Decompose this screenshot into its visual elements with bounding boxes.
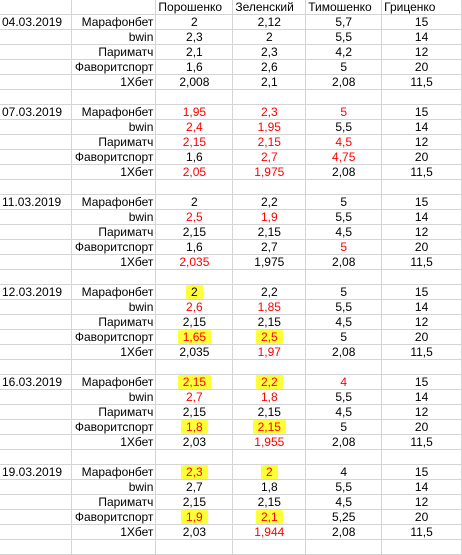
odds-cell[interactable]: 4	[306, 375, 382, 390]
bookmaker-cell[interactable]: Париматч	[72, 495, 156, 510]
table-row	[0, 120, 462, 135]
odds-cell[interactable]: 2,035	[156, 255, 233, 270]
empty-cell[interactable]	[382, 180, 462, 195]
bookmaker-cell[interactable]: Фаворитспорт	[72, 150, 156, 165]
table-row	[0, 435, 462, 450]
table-row	[0, 420, 462, 435]
bookmaker-cell[interactable]: bwin	[72, 390, 156, 405]
bookmaker-cell[interactable]: Марафонбет	[72, 195, 156, 210]
empty-cell[interactable]	[156, 360, 233, 375]
empty-cell[interactable]	[306, 270, 382, 285]
date-cell[interactable]	[0, 150, 72, 165]
odds-cell[interactable]: 2,1	[156, 45, 233, 60]
odds-cell[interactable]: 2	[156, 15, 233, 30]
odds-cell[interactable]	[156, 420, 233, 435]
odds-cell[interactable]: 1,6	[156, 60, 233, 75]
odds-cell[interactable]: 1,975	[233, 255, 306, 270]
odds-cell[interactable]: 4,5	[306, 495, 382, 510]
table-row	[0, 30, 462, 45]
odds-cell[interactable]: 15	[382, 375, 462, 390]
spacer-row	[0, 360, 462, 375]
odds-cell[interactable]: 4,5	[306, 405, 382, 420]
empty-cell[interactable]	[72, 180, 156, 195]
odds-cell[interactable]: 5	[306, 330, 382, 345]
empty-cell[interactable]	[0, 450, 72, 465]
odds-cell[interactable]: 1,95	[233, 120, 306, 135]
highlight-mark: 2,15	[255, 420, 284, 434]
bookmaker-cell[interactable]: Париматч	[72, 405, 156, 420]
odds-cell[interactable]: 2,15	[233, 405, 306, 420]
odds-cell[interactable]	[156, 285, 233, 300]
table-row	[0, 345, 462, 360]
highlight-mark: 2,15	[180, 375, 209, 389]
date-cell[interactable]	[0, 225, 72, 240]
table-row	[0, 390, 462, 405]
date-cell[interactable]	[0, 75, 72, 90]
empty-cell[interactable]	[72, 540, 156, 555]
empty-cell[interactable]	[233, 180, 306, 195]
odds-cell[interactable]: 5	[306, 195, 382, 210]
table-row	[0, 300, 462, 315]
odds-cell[interactable]: 20	[382, 60, 462, 75]
odds-cell[interactable]: 5	[306, 420, 382, 435]
header-cell-hrytsenko[interactable]: Гриценко	[382, 0, 462, 15]
table-row	[0, 375, 462, 390]
odds-cell[interactable]: 15	[382, 105, 462, 120]
odds-cell[interactable]: 4,5	[306, 315, 382, 330]
highlight-mark: 1,9	[183, 510, 206, 524]
table-row	[0, 525, 462, 540]
empty-cell[interactable]	[156, 180, 233, 195]
table-row	[0, 150, 462, 165]
odds-cell[interactable]: 4,2	[306, 45, 382, 60]
odds-cell[interactable]: 14	[382, 480, 462, 495]
header-cell-tymoshenko[interactable]: Тимошенко	[306, 0, 382, 15]
date-cell[interactable]	[0, 300, 72, 315]
odds-cell[interactable]: 20	[382, 330, 462, 345]
odds-cell[interactable]: 2,15	[156, 135, 233, 150]
odds-cell[interactable]	[233, 375, 306, 390]
odds-cell[interactable]	[156, 330, 233, 345]
table-row	[0, 15, 462, 30]
empty-cell[interactable]	[382, 450, 462, 465]
odds-cell[interactable]: 14	[382, 120, 462, 135]
odds-cell[interactable]: 2,6	[156, 300, 233, 315]
empty-cell[interactable]	[306, 540, 382, 555]
odds-cell[interactable]: 15	[382, 285, 462, 300]
odds-cell[interactable]: 2,08	[306, 255, 382, 270]
odds-cell[interactable]: 2,5	[156, 210, 233, 225]
odds-cell[interactable]: 1,944	[233, 525, 306, 540]
empty-cell[interactable]	[72, 360, 156, 375]
odds-cell[interactable]: 2,6	[233, 60, 306, 75]
odds-cell[interactable]: 2,08	[306, 435, 382, 450]
odds-cell[interactable]: 1,85	[233, 300, 306, 315]
odds-cell[interactable]	[156, 375, 233, 390]
odds-cell[interactable]	[233, 510, 306, 525]
bookmaker-cell[interactable]: 1Хбет	[72, 165, 156, 180]
table-row	[0, 165, 462, 180]
odds-cell[interactable]: 2,1	[233, 75, 306, 90]
empty-cell[interactable]	[382, 360, 462, 375]
odds-cell[interactable]: 5,5	[306, 210, 382, 225]
empty-cell[interactable]	[0, 360, 72, 375]
odds-cell[interactable]: 1,9	[233, 210, 306, 225]
odds-cell[interactable]: 2,15	[233, 315, 306, 330]
table-row	[0, 255, 462, 270]
bookmaker-cell[interactable]: Марафонбет	[72, 465, 156, 480]
empty-cell[interactable]	[0, 90, 72, 105]
bookmaker-cell[interactable]: Париматч	[72, 45, 156, 60]
odds-cell[interactable]: 2,15	[233, 495, 306, 510]
odds-cell[interactable]: 2,15	[233, 225, 306, 240]
date-cell[interactable]: 11.03.2019	[0, 195, 72, 210]
odds-cell[interactable]: 1,6	[156, 240, 233, 255]
bookmaker-cell[interactable]: Фаворитспорт	[72, 420, 156, 435]
odds-cell[interactable]: 12	[382, 135, 462, 150]
odds-cell[interactable]: 2,035	[156, 345, 233, 360]
odds-cell[interactable]: 5	[306, 60, 382, 75]
date-cell[interactable]	[0, 480, 72, 495]
header-cell-zelensky[interactable]: Зеленский	[233, 0, 306, 15]
odds-cell[interactable]: 5,5	[306, 30, 382, 45]
spacer-row	[0, 540, 462, 555]
date-cell[interactable]	[0, 495, 72, 510]
odds-cell[interactable]: 2,08	[306, 75, 382, 90]
table-row	[0, 210, 462, 225]
header-row	[0, 0, 462, 15]
odds-cell[interactable]: 14	[382, 210, 462, 225]
bookmaker-cell[interactable]: Фаворитспорт	[72, 510, 156, 525]
odds-cell[interactable]: 1,97	[233, 345, 306, 360]
empty-cell[interactable]	[72, 90, 156, 105]
odds-cell[interactable]: 15	[382, 15, 462, 30]
odds-cell[interactable]: 4	[306, 465, 382, 480]
odds-cell[interactable]: 1,8	[233, 390, 306, 405]
date-cell[interactable]	[0, 510, 72, 525]
bookmaker-cell[interactable]: Фаворитспорт	[72, 330, 156, 345]
odds-cell[interactable]	[233, 420, 306, 435]
odds-cell[interactable]: 2,2	[233, 195, 306, 210]
highlight-mark: 2,5	[258, 330, 281, 344]
empty-cell[interactable]	[72, 270, 156, 285]
table-row	[0, 240, 462, 255]
odds-cell[interactable]: 2	[156, 195, 233, 210]
odds-cell[interactable]: 2	[233, 30, 306, 45]
odds-cell[interactable]: 4,75	[306, 150, 382, 165]
table-row	[0, 195, 462, 210]
odds-cell[interactable]: 2,008	[156, 75, 233, 90]
table-row	[0, 465, 462, 480]
odds-cell[interactable]: 2,05	[156, 165, 233, 180]
odds-cell[interactable]: 2,15	[156, 225, 233, 240]
empty-cell[interactable]	[233, 360, 306, 375]
odds-cell[interactable]: 2,3	[233, 105, 306, 120]
bookmaker-cell[interactable]: Париматч	[72, 135, 156, 150]
odds-cell[interactable]: 20	[382, 510, 462, 525]
odds-cell[interactable]: 5,5	[306, 390, 382, 405]
empty-cell[interactable]	[233, 450, 306, 465]
odds-cell[interactable]: 12	[382, 225, 462, 240]
table-row	[0, 510, 462, 525]
date-cell[interactable]	[0, 120, 72, 135]
odds-cell[interactable]: 1,955	[233, 435, 306, 450]
date-cell[interactable]	[0, 345, 72, 360]
odds-cell[interactable]: 14	[382, 300, 462, 315]
table-row	[0, 495, 462, 510]
odds-cell[interactable]: 20	[382, 150, 462, 165]
odds-cell[interactable]: 12	[382, 45, 462, 60]
highlight-mark: 2,2	[258, 375, 281, 389]
bookmaker-cell[interactable]: bwin	[72, 210, 156, 225]
odds-cell[interactable]: 2,3	[156, 30, 233, 45]
date-cell[interactable]: 19.03.2019	[0, 465, 72, 480]
odds-cell[interactable]: 2,15	[233, 135, 306, 150]
odds-cell[interactable]: 15	[382, 465, 462, 480]
highlight-mark: 1,8	[183, 420, 206, 434]
date-cell[interactable]: 16.03.2019	[0, 375, 72, 390]
date-cell[interactable]	[0, 525, 72, 540]
odds-cell[interactable]: 12	[382, 315, 462, 330]
table-row	[0, 330, 462, 345]
highlight-mark: 2	[188, 285, 201, 299]
empty-cell[interactable]	[306, 90, 382, 105]
odds-cell[interactable]: 11,5	[382, 345, 462, 360]
bookmaker-cell[interactable]: 1Хбет	[72, 345, 156, 360]
odds-cell[interactable]: 11,5	[382, 435, 462, 450]
odds-cell[interactable]: 1,8	[233, 480, 306, 495]
odds-cell[interactable]: 12	[382, 405, 462, 420]
date-cell[interactable]	[0, 435, 72, 450]
bookmaker-cell[interactable]: 1Хбет	[72, 75, 156, 90]
date-cell[interactable]	[0, 255, 72, 270]
header-cell-date[interactable]	[0, 0, 72, 15]
table-row	[0, 105, 462, 120]
odds-cell[interactable]: 2,2	[233, 285, 306, 300]
empty-cell[interactable]	[382, 540, 462, 555]
odds-cell[interactable]: 14	[382, 390, 462, 405]
date-cell[interactable]	[0, 210, 72, 225]
odds-cell[interactable]: 14	[382, 30, 462, 45]
empty-cell[interactable]	[306, 450, 382, 465]
date-cell[interactable]	[0, 390, 72, 405]
bookmaker-cell[interactable]: 1Хбет	[72, 435, 156, 450]
empty-cell[interactable]	[306, 360, 382, 375]
odds-cell[interactable]: 5	[306, 105, 382, 120]
odds-cell[interactable]: 2,7	[233, 150, 306, 165]
empty-cell[interactable]	[156, 540, 233, 555]
odds-cell[interactable]: 2,7	[156, 390, 233, 405]
empty-cell[interactable]	[306, 180, 382, 195]
bookmaker-cell[interactable]: Париматч	[72, 225, 156, 240]
spacer-row	[0, 180, 462, 195]
date-cell[interactable]	[0, 405, 72, 420]
odds-cell[interactable]: 2,15	[156, 495, 233, 510]
table-row	[0, 135, 462, 150]
odds-cell[interactable]: 4,5	[306, 225, 382, 240]
date-cell[interactable]: 07.03.2019	[0, 105, 72, 120]
table-row	[0, 45, 462, 60]
odds-cell[interactable]: 1,95	[156, 105, 233, 120]
empty-cell[interactable]	[233, 540, 306, 555]
bookmaker-cell[interactable]: bwin	[72, 120, 156, 135]
odds-cell[interactable]: 15	[382, 195, 462, 210]
empty-cell[interactable]	[0, 270, 72, 285]
empty-cell[interactable]	[0, 180, 72, 195]
header-cell-bookmaker[interactable]	[72, 0, 156, 15]
empty-cell[interactable]	[233, 270, 306, 285]
bookmaker-cell[interactable]: Фаворитспорт	[72, 60, 156, 75]
bookmaker-cell[interactable]: Фаворитспорт	[72, 240, 156, 255]
odds-cell[interactable]: 2,15	[156, 405, 233, 420]
bookmaker-cell[interactable]: bwin	[72, 300, 156, 315]
empty-cell[interactable]	[0, 540, 72, 555]
odds-cell[interactable]: 20	[382, 240, 462, 255]
bookmaker-cell[interactable]: 1Хбет	[72, 255, 156, 270]
odds-cell[interactable]: 2,03	[156, 525, 233, 540]
table-row	[0, 285, 462, 300]
empty-cell[interactable]	[156, 90, 233, 105]
odds-cell[interactable]: 2,7	[156, 480, 233, 495]
date-cell[interactable]	[0, 135, 72, 150]
date-cell[interactable]	[0, 240, 72, 255]
odds-cell[interactable]: 5,5	[306, 300, 382, 315]
highlight-mark: 1,65	[180, 330, 209, 344]
header-cell-poroshenko[interactable]: Порошенко	[156, 0, 233, 15]
odds-cell[interactable]	[156, 465, 233, 480]
odds-cell[interactable]: 2,15	[156, 315, 233, 330]
date-cell[interactable]	[0, 315, 72, 330]
odds-cell[interactable]	[233, 465, 306, 480]
odds-cell[interactable]: 11,5	[382, 525, 462, 540]
odds-cell[interactable]: 2,03	[156, 435, 233, 450]
table-row	[0, 480, 462, 495]
bookmaker-cell[interactable]: Марафонбет	[72, 105, 156, 120]
odds-cell[interactable]: 5,5	[306, 480, 382, 495]
date-cell[interactable]: 12.03.2019	[0, 285, 72, 300]
odds-cell[interactable]: 12	[382, 495, 462, 510]
odds-cell[interactable]	[156, 510, 233, 525]
odds-cell[interactable]: 1,975	[233, 165, 306, 180]
empty-cell[interactable]	[156, 450, 233, 465]
spacer-row	[0, 90, 462, 105]
odds-cell[interactable]: 2,08	[306, 165, 382, 180]
date-cell[interactable]	[0, 60, 72, 75]
date-cell[interactable]	[0, 420, 72, 435]
date-cell[interactable]	[0, 330, 72, 345]
spacer-row	[0, 450, 462, 465]
date-cell[interactable]: 04.03.2019	[0, 15, 72, 30]
table-row	[0, 60, 462, 75]
odds-cell[interactable]: 11,5	[382, 75, 462, 90]
odds-cell[interactable]: 5,25	[306, 510, 382, 525]
odds-cell[interactable]: 2,4	[156, 120, 233, 135]
empty-cell[interactable]	[382, 270, 462, 285]
table-row	[0, 225, 462, 240]
odds-cell[interactable]: 5	[306, 285, 382, 300]
odds-cell[interactable]: 2,3	[233, 45, 306, 60]
table-row	[0, 405, 462, 420]
odds-cell[interactable]: 20	[382, 420, 462, 435]
bookmaker-cell[interactable]: Марафонбет	[72, 375, 156, 390]
table-row	[0, 315, 462, 330]
odds-cell[interactable]: 5	[306, 240, 382, 255]
odds-cell[interactable]: 4,5	[306, 135, 382, 150]
odds-cell[interactable]: 11,5	[382, 165, 462, 180]
empty-cell[interactable]	[382, 90, 462, 105]
odds-cell[interactable]: 5,7	[306, 15, 382, 30]
odds-cell[interactable]: 1,6	[156, 150, 233, 165]
date-cell[interactable]	[0, 45, 72, 60]
bookmaker-cell[interactable]: bwin	[72, 30, 156, 45]
highlight-mark: 2,3	[183, 465, 206, 479]
odds-cell[interactable]: 11,5	[382, 255, 462, 270]
empty-cell[interactable]	[72, 450, 156, 465]
odds-cell[interactable]: 2,12	[233, 15, 306, 30]
odds-cell[interactable]: 2,08	[306, 345, 382, 360]
date-cell[interactable]	[0, 30, 72, 45]
odds-cell[interactable]: 2,08	[306, 525, 382, 540]
empty-cell[interactable]	[233, 90, 306, 105]
table-row	[0, 75, 462, 90]
spacer-row	[0, 270, 462, 285]
bookmaker-cell[interactable]: 1Хбет	[72, 525, 156, 540]
bookmaker-cell[interactable]: Марафонбет	[72, 15, 156, 30]
odds-cell[interactable]: 2,7	[233, 240, 306, 255]
bookmaker-cell[interactable]: Париматч	[72, 315, 156, 330]
date-cell[interactable]	[0, 165, 72, 180]
bookmaker-cell[interactable]: bwin	[72, 480, 156, 495]
odds-cell[interactable]: 5,5	[306, 120, 382, 135]
empty-cell[interactable]	[156, 270, 233, 285]
bookmaker-cell[interactable]: Марафонбет	[72, 285, 156, 300]
highlight-mark: 2,1	[258, 510, 281, 524]
highlight-mark: 2	[263, 465, 276, 479]
odds-cell[interactable]	[233, 330, 306, 345]
